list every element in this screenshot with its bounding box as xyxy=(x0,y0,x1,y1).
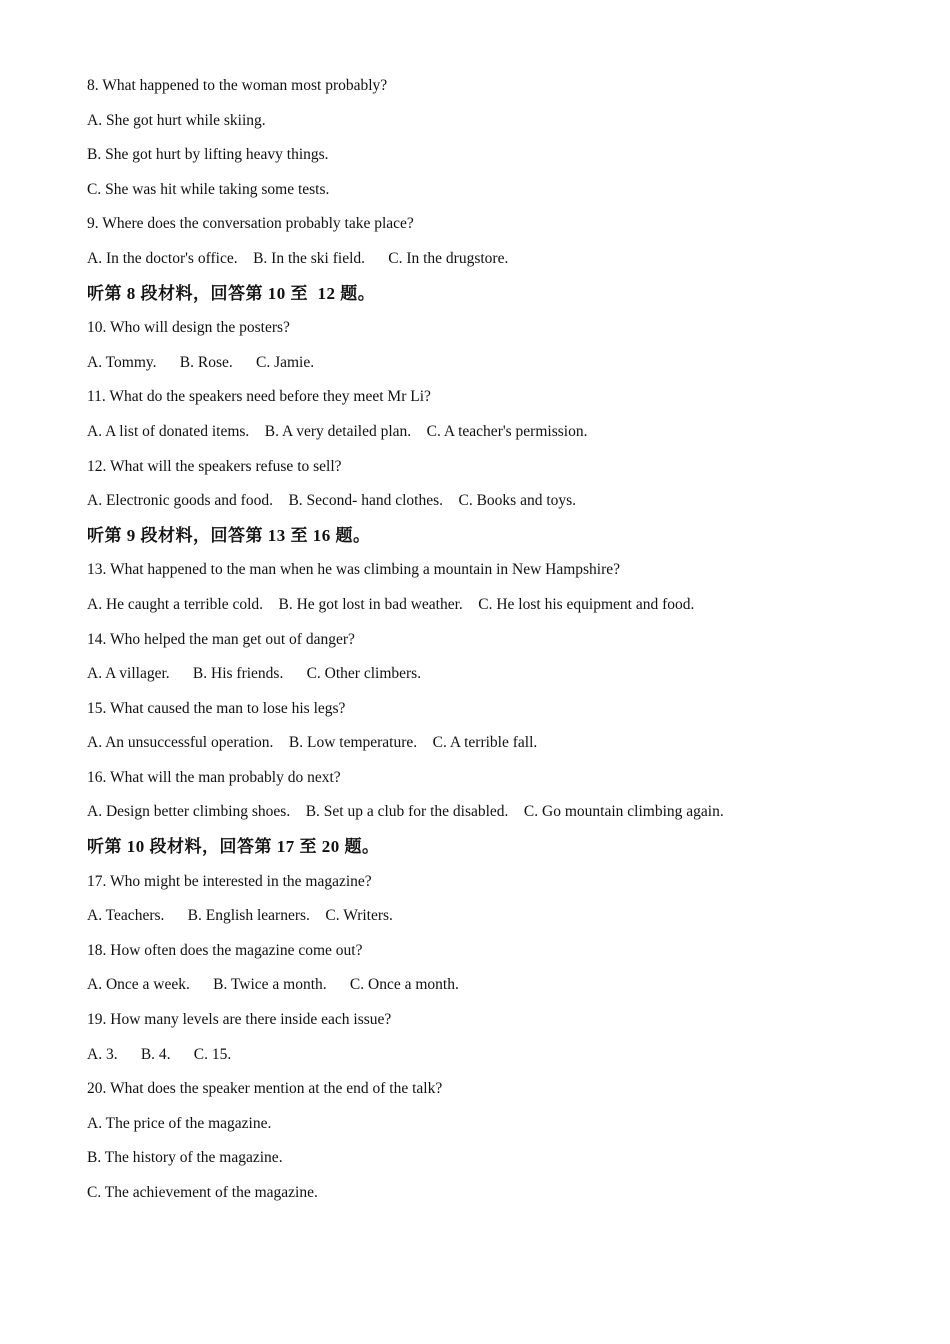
question-13-options: A. He caught a terrible cold. B. He got lost in bad weather. C. He lost his equipment and food. xyxy=(87,595,695,613)
question-15: 15. What caused the man to lose his legs? xyxy=(87,699,346,717)
question-17-options: A. Teachers. B. English learners. C. Writers. xyxy=(87,907,393,925)
question-8: 8. What happened to the woman most probably? xyxy=(87,77,388,94)
question-15-options: A. An unsuccessful operation. B. Low temperature. C. A terrible fall. xyxy=(87,734,538,752)
question-12: 12. What will the speakers refuse to sell? xyxy=(87,457,342,475)
question-10: 10. Who will design the posters? xyxy=(87,319,290,337)
question-10-options: A. Tommy. B. Rose. C. Jamie. xyxy=(87,353,315,371)
question-16-options: A. Design better climbing shoes. B. Set up a club for the disabled. C. Go mountain climbing again. xyxy=(87,803,724,821)
question-11-options: A. A list of donated items. B. A very detailed plan. C. A teacher's permission. xyxy=(87,422,588,440)
question-8-option-c: C. She was hit while taking some tests. xyxy=(87,180,330,198)
question-9: 9. Where does the conversation probably take place? xyxy=(87,215,414,233)
question-13: 13. What happened to the man when he was climbing a mountain in New Hampshire? xyxy=(87,561,621,579)
question-18: 18. How often does the magazine come out? xyxy=(87,941,363,959)
question-16: 16. What will the man probably do next? xyxy=(87,768,341,786)
question-8-option-a: A. She got hurt while skiing. xyxy=(87,111,266,129)
question-9-options: A. In the doctor's office. B. In the ski field. C. In the drugstore. xyxy=(87,249,509,267)
question-20-option-b: B. The history of the magazine. xyxy=(87,1149,283,1167)
question-20-option-c: C. The achievement of the magazine. xyxy=(87,1184,318,1201)
section-heading-10: 听第 10 段材料，回答第 17 至 20 题。 xyxy=(87,837,380,857)
question-20: 20. What does the speaker mention at the end of the talk? xyxy=(87,1080,443,1098)
question-12-options: A. Electronic goods and food. B. Second- hand clothes. C. Books and toys. xyxy=(87,492,577,510)
section-heading-8: 听第 8 段材料，回答第 10 至 12 题。 xyxy=(87,283,376,303)
question-14: 14. Who helped the man get out of danger? xyxy=(87,630,355,648)
section-heading-9: 听第 9 段材料，回答第 13 至 16 题。 xyxy=(87,525,371,545)
question-17: 17. Who might be interested in the magazine? xyxy=(87,872,372,890)
question-18-options: A. Once a week. B. Twice a month. C. Once a month. xyxy=(87,976,459,994)
question-list xyxy=(87,73,907,1215)
question-20-option-a: A. The price of the magazine. xyxy=(87,1114,272,1132)
question-19-options: A. 3. B. 4. C. 15. xyxy=(87,1045,232,1063)
question-14-options: A. A villager. B. His friends. C. Other climbers. xyxy=(87,665,422,683)
question-19: 19. How many levels are there inside each issue? xyxy=(87,1011,392,1029)
question-8-option-b: B. She got hurt by lifting heavy things. xyxy=(87,146,329,164)
question-11: 11. What do the speakers need before they meet Mr Li? xyxy=(87,388,431,406)
